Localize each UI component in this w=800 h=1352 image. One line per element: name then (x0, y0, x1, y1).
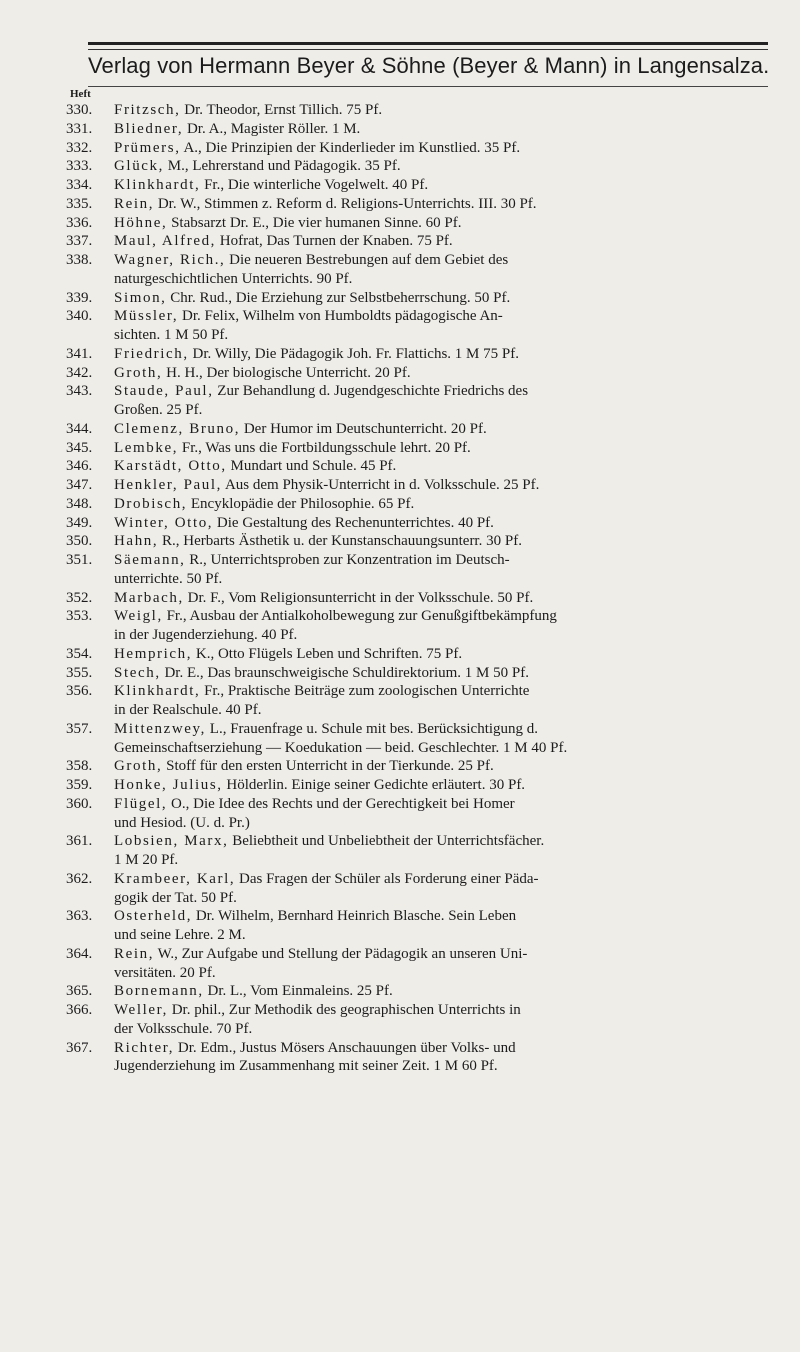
entry-line-text: und seine Lehre. 2 M. (114, 927, 246, 943)
entry-author: Weller, (114, 1002, 168, 1018)
catalog-entry (66, 645, 778, 664)
entry-line (114, 495, 778, 514)
entry-number: 336. (66, 214, 93, 231)
entry-author: Müssler, (114, 308, 179, 325)
entry-line-text: naturgeschichtlichen Unterrichts. 90 Pf. (114, 270, 353, 287)
entry-number: 362. (66, 870, 93, 887)
entry-line-text: und Hesiod. (U. d. Pr.) (114, 814, 250, 831)
entry-line-text: H. H., Der biologische Unterricht. 20 Pf. (162, 364, 411, 381)
entry-author: Krambeer, Karl, (114, 870, 236, 887)
entry-number: 365. (66, 983, 93, 1000)
entry-number: 343. (66, 383, 93, 400)
entry-line-text: 1 M 20 Pf. (114, 852, 179, 868)
entry-author: Rein, (114, 195, 155, 212)
catalog-entry (66, 420, 778, 439)
entry-line (114, 1057, 778, 1076)
entry-line-text: sichten. 1 M 50 Pf. (114, 327, 229, 343)
entry-line-text: Dr. Edm., Justus Mösers Anschauungen über Volks- und (174, 1039, 516, 1056)
entry-line-text: O., Die Idee des Rechts und der Gerechtigkeit bei Homer (167, 795, 515, 812)
entry-line-text: Dr. Wilhelm, Bernhard Heinrich Blasche. Sein Leben (192, 908, 517, 925)
entry-number: 353. (66, 608, 93, 625)
entry-line (114, 889, 778, 908)
entry-line (114, 701, 778, 720)
catalog-entry (66, 251, 778, 289)
entry-text (114, 420, 778, 439)
entry-line (114, 401, 778, 420)
entry-number: 340. (66, 308, 93, 325)
entry-author: Richter, (114, 1039, 175, 1056)
entry-number: 337. (66, 233, 93, 250)
catalog-entry (66, 514, 778, 533)
entry-number: 364. (66, 945, 93, 962)
catalog-entry (66, 364, 778, 383)
catalog-entry (66, 907, 778, 945)
heft-column-label: Heft (70, 88, 91, 100)
entry-number: 349. (66, 514, 93, 531)
entry-number: 344. (66, 420, 93, 437)
entry-text (114, 532, 778, 551)
entry-line (114, 570, 778, 589)
entry-line (114, 364, 778, 383)
entry-line-text: Fr., Ausbau der Antialkoholbewegung zur Genußgiftbekämpfung (162, 608, 557, 625)
entry-author: Staude, Paul, (114, 383, 214, 400)
entry-line (114, 982, 778, 1001)
catalog-entry (66, 439, 778, 458)
entry-text (114, 720, 778, 758)
entry-line (114, 1001, 778, 1020)
entry-line (114, 832, 778, 851)
entry-line-text: versitäten. 20 Pf. (114, 964, 216, 981)
entry-author: Klinkhardt, (114, 177, 201, 193)
entry-number: 366. (66, 1002, 93, 1018)
entry-number: 339. (66, 289, 93, 306)
entry-line-text: gogik der Tat. 50 Pf. (114, 889, 237, 906)
entry-line-text: Großen. 25 Pf. (114, 402, 203, 418)
entry-line (114, 270, 778, 289)
catalog-list (66, 101, 778, 1076)
entry-author: Klinkhardt, (114, 683, 201, 700)
catalog-entry (66, 476, 778, 495)
entry-line-text: Dr. F., Vom Religionsunterricht in der Volksschule. 50 Pf. (183, 589, 534, 606)
entry-author: Drobisch, (114, 495, 188, 512)
entry-text (114, 214, 778, 233)
entry-number: 361. (66, 833, 93, 850)
entry-line-text: Jugenderziehung im Zusammenhang mit seiner Zeit. 1 M 60 Pf. (114, 1058, 498, 1075)
catalog-entry (66, 664, 778, 683)
catalog-entry (66, 345, 778, 364)
entry-line (114, 251, 778, 270)
entry-line-text: L., Frauenfrage u. Schule mit bes. Berücksichtigung d. (206, 720, 539, 737)
entry-line (114, 776, 778, 795)
catalog-entry (66, 289, 778, 308)
entry-text (114, 795, 778, 833)
entry-text (114, 364, 778, 383)
entry-text (114, 514, 778, 533)
entry-author: Mittenzwey, (114, 720, 207, 737)
entry-number: 347. (66, 477, 93, 493)
entry-line-text: R., Unterrichtsproben zur Konzentration im Deutsch- (185, 552, 510, 568)
entry-author: Hahn, (114, 533, 159, 550)
entry-number: 330. (66, 102, 93, 118)
entry-line-text: Dr. Theodor, Ernst Tillich. 75 Pf. (180, 102, 383, 118)
entry-number: 360. (66, 795, 93, 812)
entry-line-text: Fr., Praktische Beiträge zum zoologischen Unterrichte (200, 683, 530, 700)
top-rule-thin (88, 49, 768, 50)
entry-text (114, 157, 778, 176)
catalog-entry (66, 682, 778, 720)
entry-line (114, 514, 778, 533)
entry-text (114, 251, 778, 289)
entry-line-text: Mundart und Schule. 45 Pf. (226, 458, 397, 475)
catalog-entry (66, 795, 778, 833)
entry-line-text: Hofrat, Das Turnen der Knaben. 75 Pf. (216, 233, 453, 250)
entry-line (114, 195, 778, 214)
entry-line-text: Stoff für den ersten Unterricht in der Tierkunde. 25 Pf. (162, 758, 494, 775)
entry-author: Groth, (114, 758, 163, 775)
entry-line-text: Die neueren Bestrebungen auf dem Gebiet des (225, 252, 509, 268)
catalog-entry (66, 607, 778, 645)
entry-text (114, 139, 778, 158)
entry-number: 359. (66, 777, 93, 793)
entry-line-text: Aus dem Physik-Unterricht in d. Volksschule. 25 Pf. (222, 477, 540, 493)
entry-text (114, 945, 778, 983)
entry-line-text: Dr. Felix, Wilhelm von Humboldts pädagogische An- (178, 308, 503, 325)
entry-line-text: Dr. A., Magister Röller. 1 M. (183, 120, 361, 137)
entry-line (114, 439, 778, 458)
entry-number: 346. (66, 458, 93, 475)
entry-line (114, 945, 778, 964)
entry-line-text: M., Lehrerstand und Pädagogik. 35 Pf. (164, 158, 401, 175)
entry-author: Groth, (114, 364, 163, 381)
catalog-entry (66, 120, 778, 139)
entry-line (114, 101, 778, 120)
entry-line (114, 907, 778, 926)
entry-text (114, 589, 778, 608)
entry-text (114, 757, 778, 776)
entry-line-text: W., Zur Aufgabe und Stellung der Pädagogik an unseren Uni- (154, 945, 528, 962)
entry-text (114, 120, 778, 139)
entry-author: Prümers, (114, 139, 181, 156)
catalog-entry (66, 1001, 778, 1039)
entry-line (114, 232, 778, 251)
catalog-entry (66, 589, 778, 608)
entry-author: Maul, Alfred, (114, 233, 217, 250)
entry-number: 345. (66, 439, 93, 456)
entry-line (114, 326, 778, 345)
entry-text (114, 176, 778, 195)
catalog-entry (66, 382, 778, 420)
entry-author: Säemann, (114, 552, 186, 568)
entry-line-text: Zur Behandlung d. Jugendgeschichte Friedrichs des (213, 383, 529, 400)
entry-line (114, 1020, 778, 1039)
entry-text (114, 982, 778, 1001)
catalog-entry (66, 195, 778, 214)
entry-author: Flügel, (114, 795, 168, 812)
entry-text (114, 101, 778, 120)
entry-text (114, 664, 778, 683)
entry-line-text: Der Humor im Deutschunterricht. 20 Pf. (240, 420, 487, 437)
entry-line-text: K., Otto Flügels Leben und Schriften. 75 Pf. (192, 645, 463, 662)
catalog-entry (66, 157, 778, 176)
entry-line (114, 457, 778, 476)
entry-author: Stech, (114, 664, 161, 681)
entry-text (114, 682, 778, 720)
entry-line (114, 664, 778, 683)
entry-line-text: Fr., Was uns die Fortbildungsschule lehrt. 20 Pf. (178, 439, 471, 456)
entry-text (114, 232, 778, 251)
entry-number: 335. (66, 195, 93, 212)
entry-line-text: Chr. Rud., Die Erziehung zur Selbstbeherrschung. 50 Pf. (166, 289, 511, 306)
entry-line-text: Dr. E., Das braunschweigische Schuldirektorium. 1 M 50 Pf. (160, 664, 529, 681)
entry-author: Bornemann, (114, 983, 204, 1000)
catalog-entry (66, 982, 778, 1001)
entry-text (114, 345, 778, 364)
entry-text (114, 289, 778, 308)
catalog-entry (66, 176, 778, 195)
catalog-entry (66, 307, 778, 345)
entry-line (114, 476, 778, 495)
entry-number: 342. (66, 364, 93, 381)
catalog-entry (66, 101, 778, 120)
entry-line-text: in der Jugenderziehung. 40 Pf. (114, 627, 298, 643)
entry-line-text: Die Gestaltung des Rechenunterrichtes. 40 Pf. (213, 514, 494, 531)
catalog-entry (66, 832, 778, 870)
entry-line (114, 214, 778, 233)
entry-line-text: Dr. L., Vom Einmaleins. 25 Pf. (203, 983, 393, 1000)
entry-number: 350. (66, 533, 93, 550)
catalog-entry (66, 720, 778, 758)
entry-author: Karstädt, Otto, (114, 458, 227, 475)
entry-line-text: der Volksschule. 70 Pf. (114, 1020, 253, 1037)
entry-line (114, 964, 778, 983)
entry-line (114, 120, 778, 139)
entry-line (114, 757, 778, 776)
entry-author: Winter, Otto, (114, 514, 214, 531)
entry-line (114, 382, 778, 401)
entry-line (114, 851, 778, 870)
entry-text (114, 832, 778, 870)
entry-number: 357. (66, 720, 93, 737)
entry-number: 348. (66, 495, 93, 512)
entry-number: 358. (66, 758, 93, 775)
entry-author: Hemprich, (114, 645, 193, 662)
entry-author: Simon, (114, 289, 167, 306)
catalog-entry (66, 532, 778, 551)
entry-text (114, 870, 778, 908)
catalog-entry (66, 495, 778, 514)
entry-text (114, 457, 778, 476)
entry-line-text: unterrichte. 50 Pf. (114, 570, 223, 587)
entry-text (114, 195, 778, 214)
entry-author: Marbach, (114, 589, 184, 606)
entry-number: 356. (66, 683, 93, 700)
catalog-entry (66, 457, 778, 476)
publisher-header: Verlag von Hermann Beyer & Söhne (Beyer & Mann) in Langensalza. (88, 53, 770, 78)
entry-text (114, 439, 778, 458)
entry-text (114, 382, 778, 420)
entry-line (114, 551, 778, 570)
entry-author: Bliedner, (114, 120, 184, 137)
entry-number: 331. (66, 120, 93, 137)
entry-line (114, 926, 778, 945)
entry-line (114, 345, 778, 364)
entry-author: Weigl, (114, 608, 163, 625)
entry-line-text: Dr. Willy, Die Pädagogik Joh. Fr. Flattichs. 1 M 75 Pf. (188, 345, 519, 362)
entry-number: 333. (66, 158, 93, 175)
catalog-entry (66, 139, 778, 158)
entry-author: Lembke, (114, 439, 179, 456)
entry-text (114, 476, 778, 495)
entry-line (114, 626, 778, 645)
entry-line (114, 420, 778, 439)
entry-line-text: Beliebtheit und Unbeliebtheit der Unterrichtsfächer. (228, 833, 545, 850)
entry-author: Fritzsch, (114, 102, 181, 118)
entry-line-text: Das Fragen der Schüler als Forderung einer Päda- (235, 870, 539, 887)
entry-line (114, 720, 778, 739)
entry-line-text: in der Realschule. 40 Pf. (114, 702, 262, 718)
entry-line-text: Hölderlin. Einige seiner Gedichte erläutert. 30 Pf. (222, 777, 526, 793)
entry-number: 334. (66, 177, 93, 193)
entry-number: 355. (66, 664, 93, 681)
entry-line-text: Dr. phil., Zur Methodik des geographischen Unterrichts in (167, 1002, 521, 1018)
entry-number: 338. (66, 252, 93, 268)
entry-line (114, 1039, 778, 1058)
entry-line (114, 814, 778, 833)
catalog-entry (66, 551, 778, 589)
entry-line (114, 795, 778, 814)
entry-number: 341. (66, 345, 93, 362)
entry-line (114, 739, 778, 758)
catalog-entry (66, 232, 778, 251)
entry-text (114, 307, 778, 345)
entry-author: Höhne, (114, 214, 168, 231)
catalog-entry (66, 214, 778, 233)
catalog-entry (66, 1039, 778, 1077)
entry-author: Friedrich, (114, 345, 189, 362)
header-rule (88, 86, 768, 87)
entry-line-text: Fr., Die winterliche Vogelwelt. 40 Pf. (200, 177, 429, 193)
entry-author: Clemenz, Bruno, (114, 420, 241, 437)
entry-author: Glück, (114, 158, 165, 175)
entry-line (114, 645, 778, 664)
entry-author: Henkler, Paul, (114, 477, 223, 493)
entry-author: Wagner, Rich., (114, 252, 226, 268)
entry-author: Osterheld, (114, 908, 193, 925)
entry-number: 367. (66, 1039, 93, 1056)
entry-number: 351. (66, 552, 93, 568)
entry-line (114, 589, 778, 608)
entry-text (114, 607, 778, 645)
entry-line-text: Gemeinschaftserziehung — Koedukation — beid. Geschlechter. 1 M 40 Pf. (114, 739, 568, 756)
top-rule (88, 42, 768, 45)
entry-number: 332. (66, 139, 93, 156)
entry-author: Lobsien, Marx, (114, 833, 229, 850)
entry-line-text: A., Die Prinzipien der Kinderlieder im Kunstlied. 35 Pf. (180, 139, 521, 156)
entry-line (114, 289, 778, 308)
entry-author: Rein, (114, 945, 155, 962)
entry-line (114, 532, 778, 551)
entry-line (114, 682, 778, 701)
entry-text (114, 1039, 778, 1077)
entry-author: Honke, Julius, (114, 777, 223, 793)
catalog-entry (66, 870, 778, 908)
entry-line-text: Stabsarzt Dr. E., Die vier humanen Sinne. 60 Pf. (167, 214, 462, 231)
entry-line-text: R., Herbarts Ästhetik u. der Kunstanschauungsunterr. 30 Pf. (158, 533, 522, 550)
entry-line (114, 139, 778, 158)
entry-number: 363. (66, 908, 93, 925)
entry-line (114, 607, 778, 626)
entry-text (114, 495, 778, 514)
entry-text (114, 907, 778, 945)
entry-line (114, 157, 778, 176)
catalog-entry (66, 757, 778, 776)
entry-line-text: Encyklopädie der Philosophie. 65 Pf. (187, 495, 415, 512)
entry-number: 354. (66, 645, 93, 662)
entry-line (114, 870, 778, 889)
entry-text (114, 551, 778, 589)
entry-text (114, 645, 778, 664)
entry-line-text: Dr. W., Stimmen z. Reform d. Religions-Unterrichts. III. 30 Pf. (154, 195, 537, 212)
entry-line (114, 176, 778, 195)
catalog-entry (66, 945, 778, 983)
entry-text (114, 776, 778, 795)
entry-line (114, 307, 778, 326)
catalog-entry (66, 776, 778, 795)
entry-number: 352. (66, 589, 93, 606)
entry-text (114, 1001, 778, 1039)
